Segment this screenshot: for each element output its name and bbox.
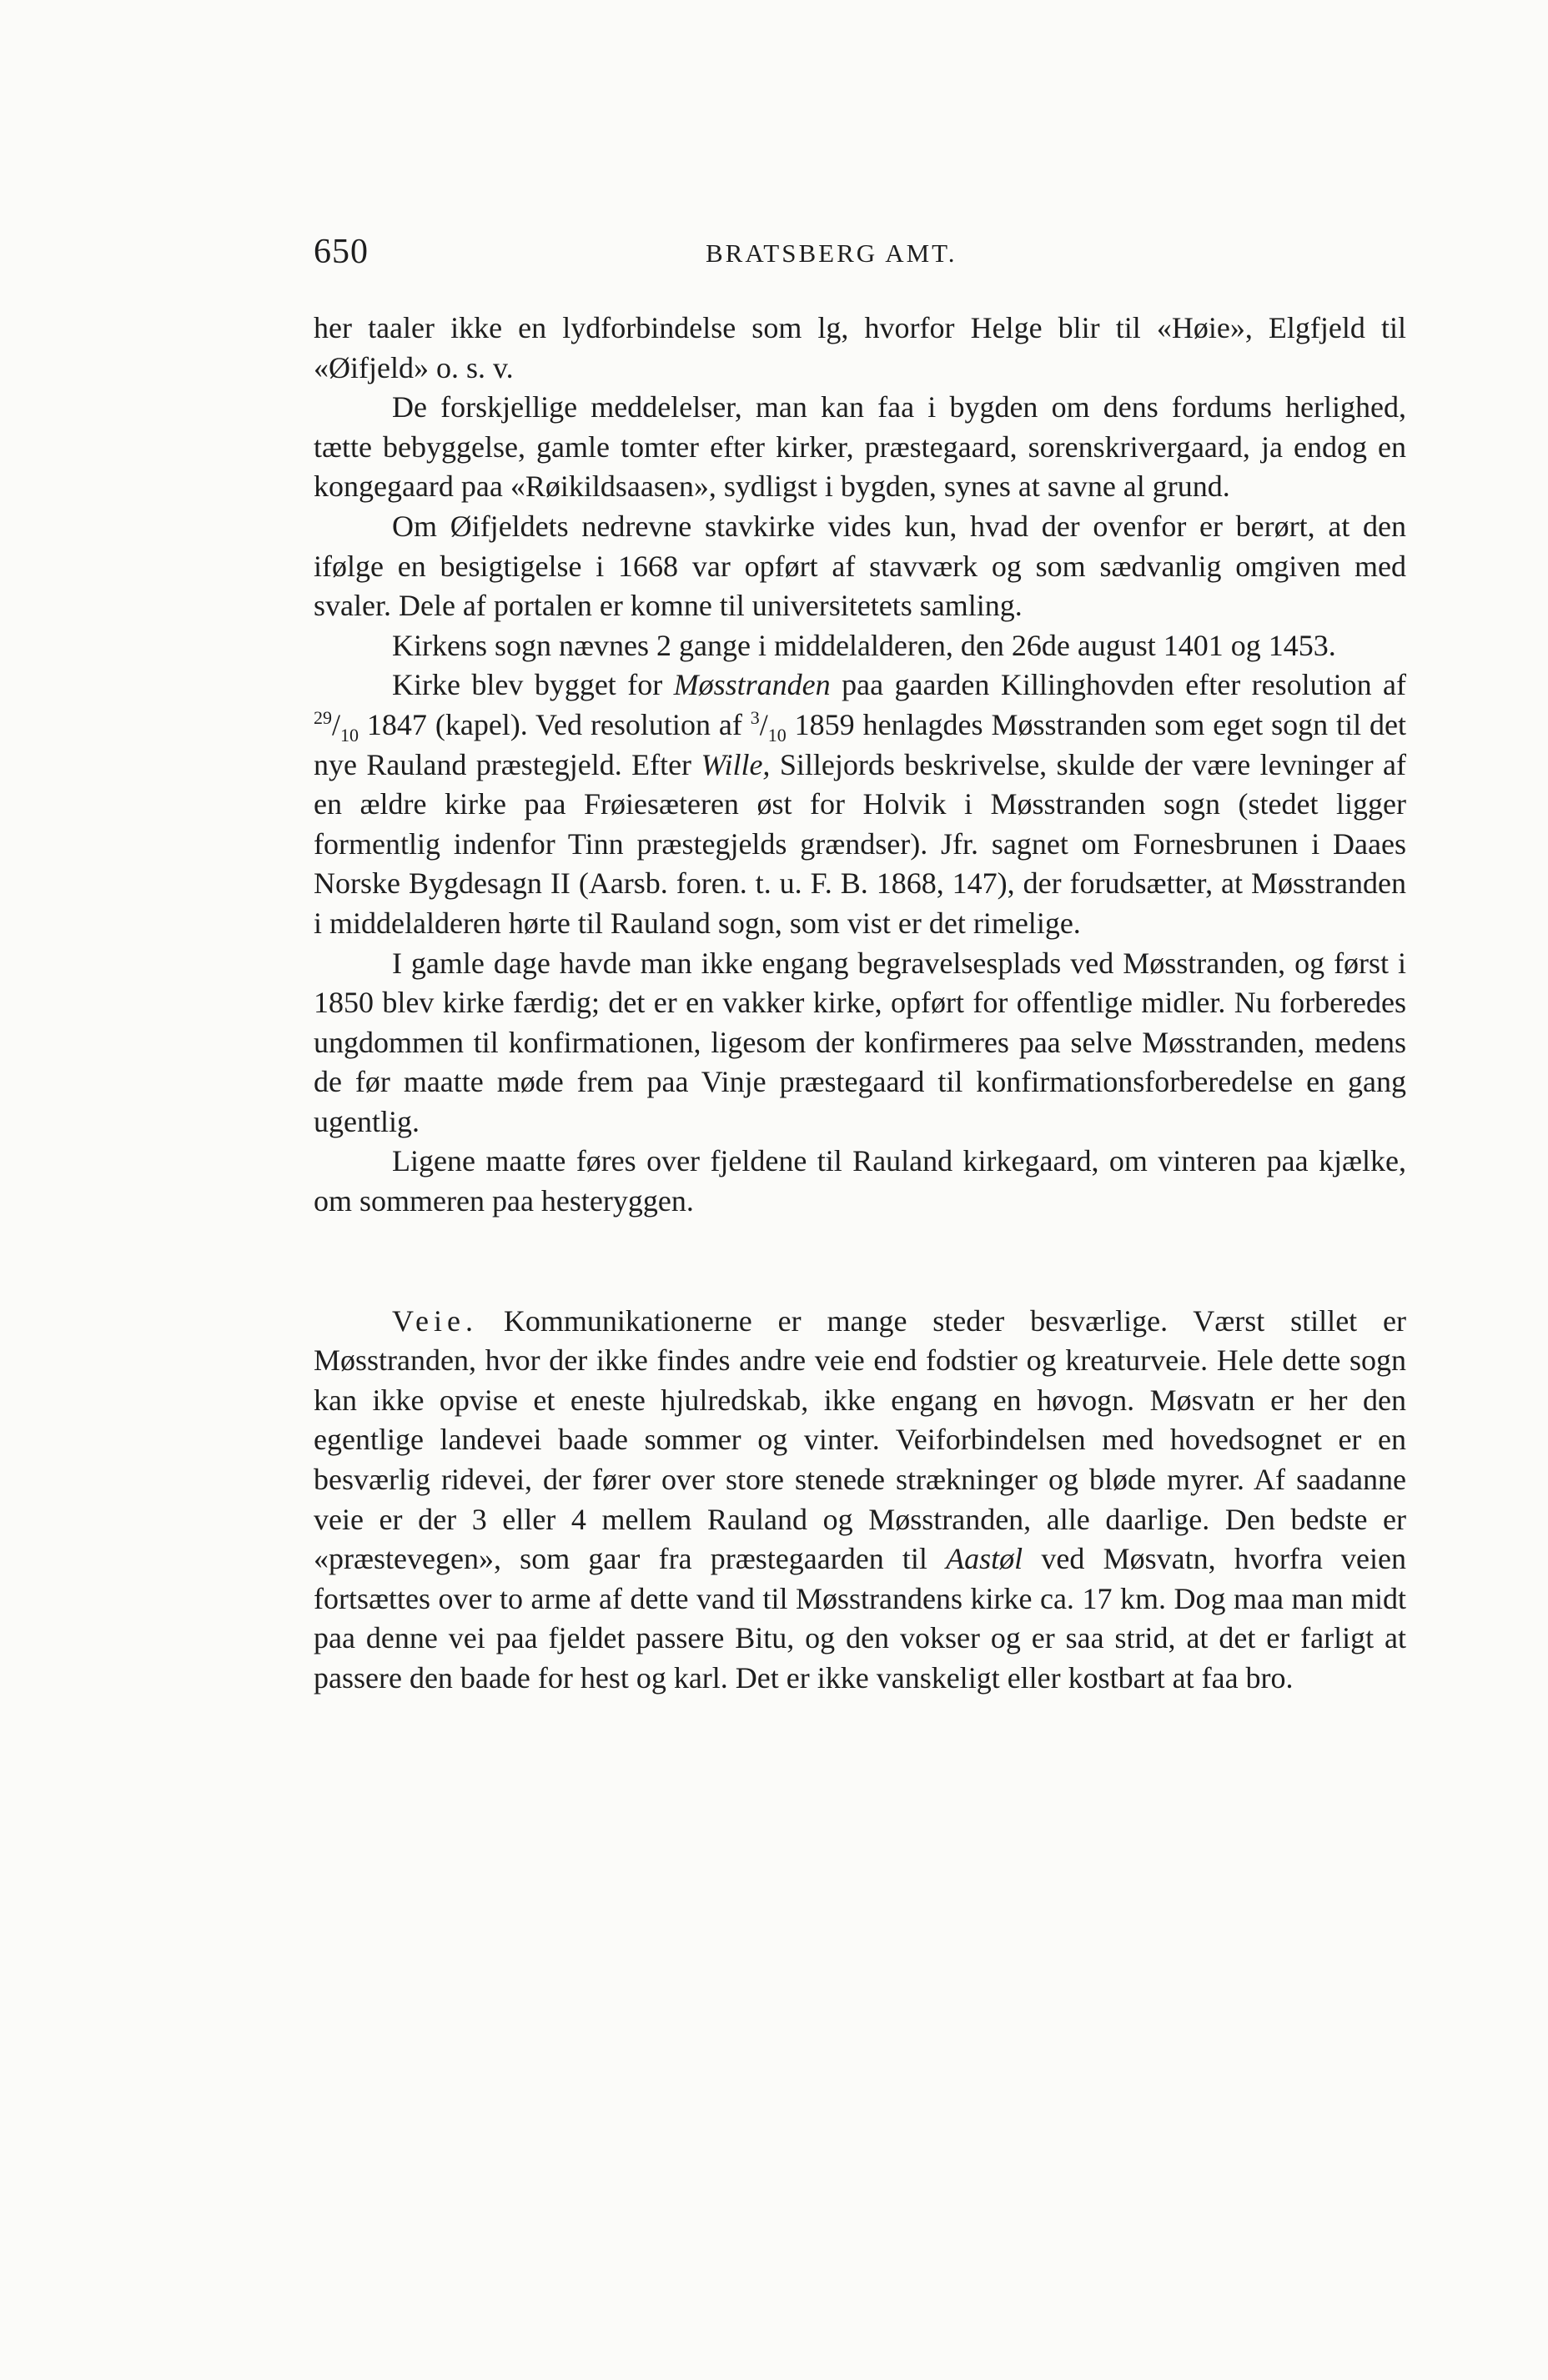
text-run: paa gaarden Killinghovden efter resolution af xyxy=(830,668,1407,702)
section-gap xyxy=(314,1222,1406,1302)
running-head xyxy=(314,232,1406,272)
date-superscript: 3 xyxy=(750,706,760,728)
date-slash: / xyxy=(332,707,341,741)
date-subscript: 10 xyxy=(340,725,359,746)
paragraph-4: Kirkens sogn nævnes 2 gange i middelalderen, den 26de august 1401 og 1453. xyxy=(392,628,1336,662)
italic-place-name: Møsstranden xyxy=(673,668,831,702)
text-run: Kommunikationerne er mange steder besværlige. Værst stillet er Møsstranden, hvor der ikke findes andre veie end fodstier og kreaturveie. Hele dette sogn kan ikke opvise et eneste hjulredskab, ikke engang en høvogn. Møsvatn er her den egentlige landevei baade sommer og vinter. Veiforbindelsen med hovedsognet er en besværlig ridevei, der fører over store stenede strækninger og bløde myrer. Af saadanne veie er der 3 eller 4 mellem Rauland og Møsstranden, alle daarlige. Den bedste er «præstevegen», som gaar fra præstegaarden til xyxy=(314,1303,1406,1576)
text-run: Sillejords beskrivelse, skulde der være levninger af en ældre kirke paa Frøiesæteren øst for Holvik i Møsstranden sogn (stedet ligger formentlig indenfor Tinn præstegjelds grændser). Jfr. sagnet om Fornesbrunen i Daaes Norske Bygdesagn II (Aarsb. foren. t. u. F. B. 1868, 147), der forudsætter, at Møsstranden i middelalderen hørte til Rauland sogn, som vist er det rimelige. xyxy=(314,747,1406,940)
italic-author-name: Wille, xyxy=(701,747,771,781)
paragraph-7: Ligene maatte føres over fjeldene til Rauland kirkegaard, om vinteren paa kjælke, om sommeren paa hesteryggen. xyxy=(314,1144,1406,1218)
text-run: 1859 henlagdes Møsstranden som eget sogn til det nye Rauland præstegjeld. Efter xyxy=(314,707,1406,781)
paragraph-6: I gamle dage havde man ikke engang begravelsesplads ved Møsstranden, og først i 1850 blev kirke færdig; det er en vakker kirke, opført for offentlige midler. Nu forberedes ungdommen til konfirmationen, ligesom der konfirmeres paa selve Møsstranden, medens de før maatte møde frem paa Vinje præstegaard til konfirmationsforberedelse en gang ugentlig. xyxy=(314,946,1406,1138)
date-superscript: 29 xyxy=(314,706,332,728)
section-heading: Veie. xyxy=(392,1303,478,1338)
body-text xyxy=(314,309,1406,1699)
paragraph-1: her taaler ikke en lydforbindelse som lg, hvorfor Helge blir til «Høie», Elgfjeld til «Øifjeld» o. s. v. xyxy=(314,311,1406,384)
text-run: Kirke blev bygget for xyxy=(392,668,674,702)
date-slash: / xyxy=(759,707,768,741)
italic-place-name: Aastøl xyxy=(946,1542,1023,1576)
paragraph-8 xyxy=(314,1302,1406,1699)
paragraph-2: De forskjellige meddelelser, man kan faa i bygden om dens fordums herlighed, tætte bebyggelse, gamle tomter efter kirker, præstegaard, sorenskrivergaard, ja endog en kongegaard paa «Røikildsaasen», sydligst i bygden, synes at savne al grund. xyxy=(314,390,1406,504)
text-run: 1847 (kapel). Ved resolution af xyxy=(359,707,751,741)
paragraph-5 xyxy=(314,665,1406,943)
paragraph-3: Om Øifjeldets nedrevne stavkirke vides kun, hvad der ovenfor er berørt, at den ifølge en besigtigelse i 1668 var opført af stavværk og som sædvanlig omgiven med svaler. Dele af portalen er komne til universitetets samling. xyxy=(314,509,1406,623)
page-number: 650 xyxy=(314,233,369,271)
date-subscript: 10 xyxy=(767,725,787,746)
text-run: ved Møsvatn, hvorfra veien fortsættes over to arme af dette vand til Møsstrandens kirke ca. 17 km. Dog maa man midt paa denne vei paa fjeldet passere Bitu, og den vokser og er saa strid, at det er farligt at passere den baade for hest og karl. Det er ikke vanskeligt eller kostbart at faa bro. xyxy=(314,1542,1406,1695)
running-title: BRATSBERG AMT. xyxy=(706,239,957,268)
